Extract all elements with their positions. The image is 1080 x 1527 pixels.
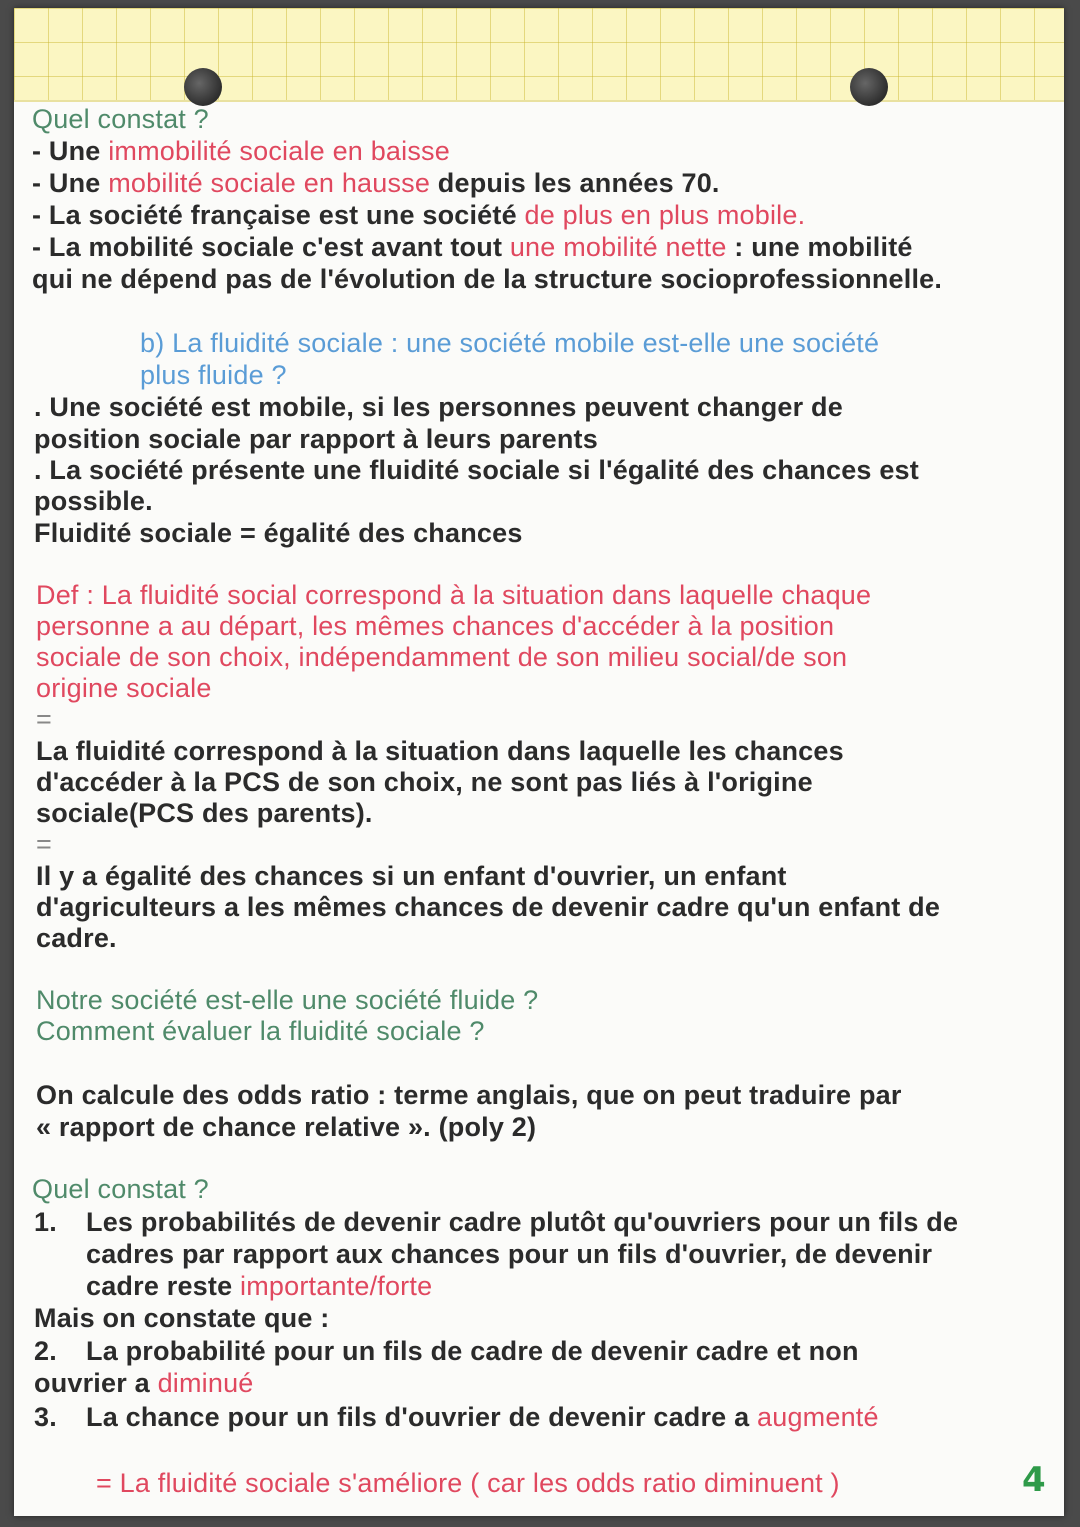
definition-line-4: origine sociale <box>36 673 212 703</box>
section1-heading: Quel constat ? <box>32 104 209 134</box>
item-1-line-2: cadres par rapport aux chances pour un fils d'ouvrier, de devenir <box>86 1239 933 1269</box>
item-3-line: La chance pour un fils d'ouvrier de devenir cadre a augmenté <box>86 1402 879 1432</box>
para1-line-3: . La société présente une fluidité sociale si l'égalité des chances est <box>34 455 919 485</box>
definition-line-3: sociale de son choix, indépendamment de son milieu social/de son <box>36 642 848 672</box>
item-1-line-1: Les probabilités de devenir cadre plutôt qu'ouvriers pour un fils de <box>86 1207 959 1237</box>
page-number: 4 <box>1022 1460 1046 1500</box>
para3-line-3: cadre. <box>36 923 117 953</box>
para3-line-1: Il y a égalité des chances si un enfant d'ouvrier, un enfant <box>36 861 787 891</box>
question-1: Notre société est-elle une société fluide ? <box>36 985 539 1015</box>
bullet-4-continued: qui ne dépend pas de l'évolution de la structure socioprofessionnelle. <box>32 264 943 294</box>
section2-heading: Quel constat ? <box>32 1174 209 1204</box>
para1-line-4: possible. <box>34 486 153 516</box>
para1-line-1: . Une société est mobile, si les personnes peuvent changer de <box>34 392 843 422</box>
item-2-line-2: ouvrier a diminué <box>34 1368 254 1398</box>
question-2: Comment évaluer la fluidité sociale ? <box>36 1016 485 1046</box>
subtitle-line-1: b) La fluidité sociale : une société mobile est-elle une société <box>140 328 880 358</box>
bullet-4: - La mobilité sociale c'est avant tout une mobilité nette : une mobilité <box>32 232 913 262</box>
conclusion-line: = La fluidité sociale s'améliore ( car les odds ratio diminuent ) <box>96 1468 840 1498</box>
para2-line-1: La fluidité correspond à la situation dans laquelle les chances <box>36 736 844 766</box>
equals-sign-2: = <box>36 829 52 859</box>
equals-sign-1: = <box>36 704 52 734</box>
bullet-2: - Une mobilité sociale en hausse depuis les années 70. <box>32 168 720 198</box>
note-content <box>14 8 1064 1516</box>
item-2-line-1: La probabilité pour un fils de cadre de devenir cadre et non <box>86 1336 859 1366</box>
odds-line-1: On calcule des odds ratio : terme anglais, que on peut traduire par <box>36 1080 902 1110</box>
para2-line-2: d'accéder à la PCS de son choix, ne sont pas liés à l'origine <box>36 767 813 797</box>
para1-line-2: position sociale par rapport à leurs parents <box>34 424 598 454</box>
bullet-3: - La société française est une société de plus en plus mobile. <box>32 200 806 230</box>
odds-line-2: « rapport de chance relative ». (poly 2) <box>36 1112 537 1142</box>
note-card <box>14 8 1064 1516</box>
bullet-1: - Une immobilité sociale en baisse <box>32 136 450 166</box>
definition-line-2: personne a au départ, les mêmes chances d'accéder à la position <box>36 611 835 641</box>
item-1-line-3: cadre reste importante/forte <box>86 1271 433 1301</box>
mais-line: Mais on constate que : <box>34 1303 330 1333</box>
definition-line-1: Def : La fluidité social correspond à la situation dans laquelle chaque <box>36 580 872 610</box>
para2-line-3: sociale(PCS des parents). <box>36 798 373 828</box>
subtitle-line-2: plus fluide ? <box>140 360 287 390</box>
para3-line-2: d'agriculteurs a les mêmes chances de devenir cadre qu'un enfant de <box>36 892 941 922</box>
item-1-number: 1. <box>34 1207 57 1237</box>
para1-line-5: Fluidité sociale = égalité des chances <box>34 518 523 548</box>
item-3-number: 3. <box>34 1402 57 1432</box>
item-2-number: 2. <box>34 1336 57 1366</box>
